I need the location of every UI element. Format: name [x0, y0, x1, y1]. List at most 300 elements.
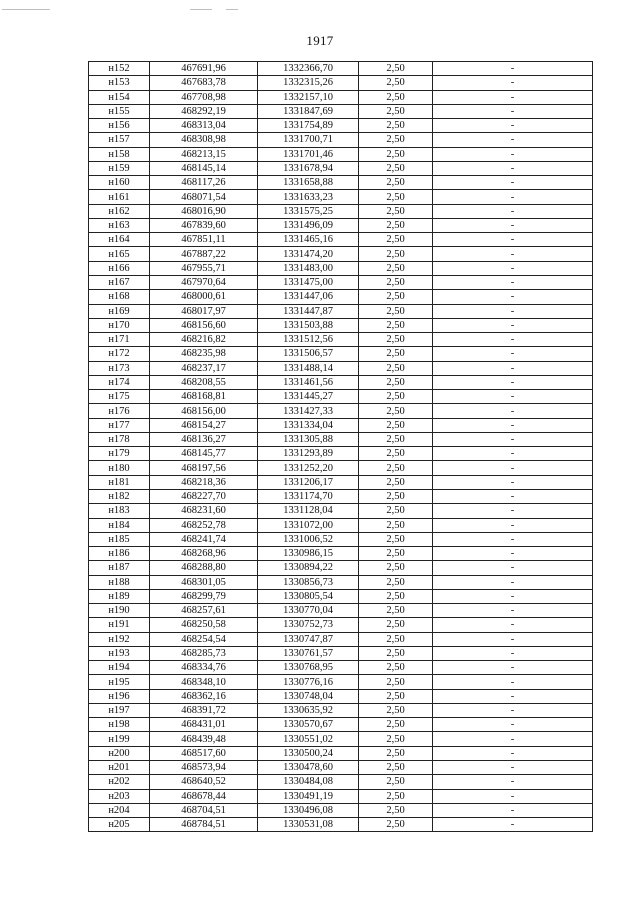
x-coordinate-cell: 467851,11 — [150, 233, 258, 247]
accuracy-cell: 2,50 — [359, 119, 433, 133]
y-coordinate-cell: 1331427,33 — [258, 404, 359, 418]
accuracy-cell: 2,50 — [359, 261, 433, 275]
x-coordinate-cell: 468362,16 — [150, 689, 258, 703]
accuracy-cell: 2,50 — [359, 532, 433, 546]
y-coordinate-cell: 1330805,54 — [258, 589, 359, 603]
y-coordinate-cell: 1331700,71 — [258, 133, 359, 147]
description-cell: - — [433, 147, 593, 161]
table-row — [89, 746, 593, 760]
point-id-cell: н184 — [89, 518, 150, 532]
x-coordinate-cell: 468308,98 — [150, 133, 258, 147]
x-coordinate-cell: 468252,78 — [150, 518, 258, 532]
point-id-cell: н196 — [89, 689, 150, 703]
y-coordinate-cell: 1331174,70 — [258, 489, 359, 503]
description-cell: - — [433, 532, 593, 546]
x-coordinate-cell: 468292,19 — [150, 104, 258, 118]
y-coordinate-cell: 1330491,19 — [258, 789, 359, 803]
x-coordinate-cell: 468254,54 — [150, 632, 258, 646]
x-coordinate-cell: 468117,26 — [150, 176, 258, 190]
table-row — [89, 62, 593, 76]
y-coordinate-cell: 1331483,00 — [258, 261, 359, 275]
point-id-cell: н187 — [89, 561, 150, 575]
description-cell: - — [433, 361, 593, 375]
point-id-cell: н164 — [89, 233, 150, 247]
point-id-cell: н204 — [89, 803, 150, 817]
y-coordinate-cell: 1331006,52 — [258, 532, 359, 546]
y-coordinate-cell: 1331445,27 — [258, 390, 359, 404]
point-id-cell: н183 — [89, 504, 150, 518]
y-coordinate-cell: 1330770,04 — [258, 604, 359, 618]
table-row — [89, 703, 593, 717]
x-coordinate-cell: 468213,15 — [150, 147, 258, 161]
x-coordinate-cell: 468348,10 — [150, 675, 258, 689]
description-cell: - — [433, 190, 593, 204]
point-id-cell: н198 — [89, 718, 150, 732]
y-coordinate-cell: 1330500,24 — [258, 746, 359, 760]
y-coordinate-cell: 1331512,56 — [258, 333, 359, 347]
y-coordinate-cell: 1330551,02 — [258, 732, 359, 746]
description-cell: - — [433, 775, 593, 789]
point-id-cell: н171 — [89, 333, 150, 347]
y-coordinate-cell: 1330776,16 — [258, 675, 359, 689]
accuracy-cell: 2,50 — [359, 761, 433, 775]
table-row — [89, 518, 593, 532]
description-cell: - — [433, 432, 593, 446]
table-row — [89, 375, 593, 389]
point-id-cell: н155 — [89, 104, 150, 118]
accuracy-cell: 2,50 — [359, 547, 433, 561]
point-id-cell: н161 — [89, 190, 150, 204]
table-row — [89, 432, 593, 446]
accuracy-cell: 2,50 — [359, 703, 433, 717]
accuracy-cell: 2,50 — [359, 404, 433, 418]
description-cell: - — [433, 447, 593, 461]
y-coordinate-cell: 1331128,04 — [258, 504, 359, 518]
table-row — [89, 133, 593, 147]
description-cell: - — [433, 133, 593, 147]
point-id-cell: н159 — [89, 161, 150, 175]
table-row — [89, 532, 593, 546]
table-row — [89, 333, 593, 347]
description-cell: - — [433, 718, 593, 732]
y-coordinate-cell: 1331465,16 — [258, 233, 359, 247]
accuracy-cell: 2,50 — [359, 190, 433, 204]
table-row — [89, 589, 593, 603]
table-row — [89, 632, 593, 646]
table-row — [89, 390, 593, 404]
point-id-cell: н157 — [89, 133, 150, 147]
point-id-cell: н175 — [89, 390, 150, 404]
y-coordinate-cell: 1330478,60 — [258, 761, 359, 775]
point-id-cell: н156 — [89, 119, 150, 133]
y-coordinate-cell: 1330752,73 — [258, 618, 359, 632]
point-id-cell: н197 — [89, 703, 150, 717]
table-row — [89, 147, 593, 161]
table-row — [89, 489, 593, 503]
x-coordinate-cell: 468301,05 — [150, 575, 258, 589]
x-coordinate-cell: 467839,60 — [150, 218, 258, 232]
y-coordinate-cell: 1331305,88 — [258, 432, 359, 446]
point-id-cell: н188 — [89, 575, 150, 589]
accuracy-cell: 2,50 — [359, 333, 433, 347]
table-row — [89, 290, 593, 304]
point-id-cell: н166 — [89, 261, 150, 275]
y-coordinate-cell: 1330856,73 — [258, 575, 359, 589]
accuracy-cell: 2,50 — [359, 675, 433, 689]
x-coordinate-cell: 468216,82 — [150, 333, 258, 347]
y-coordinate-cell: 1330748,04 — [258, 689, 359, 703]
accuracy-cell: 2,50 — [359, 90, 433, 104]
x-coordinate-cell: 468678,44 — [150, 789, 258, 803]
accuracy-cell: 2,50 — [359, 504, 433, 518]
x-coordinate-cell: 468156,00 — [150, 404, 258, 418]
x-coordinate-cell: 468235,98 — [150, 347, 258, 361]
accuracy-cell: 2,50 — [359, 775, 433, 789]
x-coordinate-cell: 468250,58 — [150, 618, 258, 632]
point-id-cell: н152 — [89, 62, 150, 76]
description-cell: - — [433, 504, 593, 518]
description-cell: - — [433, 589, 593, 603]
accuracy-cell: 2,50 — [359, 62, 433, 76]
table-row — [89, 675, 593, 689]
y-coordinate-cell: 1331847,69 — [258, 104, 359, 118]
description-cell: - — [433, 347, 593, 361]
x-coordinate-cell: 468268,96 — [150, 547, 258, 561]
accuracy-cell: 2,50 — [359, 518, 433, 532]
table-row — [89, 90, 593, 104]
scan-mark — [226, 9, 238, 10]
table-row — [89, 233, 593, 247]
accuracy-cell: 2,50 — [359, 489, 433, 503]
y-coordinate-cell: 1332366,70 — [258, 62, 359, 76]
x-coordinate-cell: 467887,22 — [150, 247, 258, 261]
x-coordinate-cell: 468000,61 — [150, 290, 258, 304]
point-id-cell: н190 — [89, 604, 150, 618]
accuracy-cell: 2,50 — [359, 632, 433, 646]
y-coordinate-cell: 1331488,14 — [258, 361, 359, 375]
description-cell: - — [433, 561, 593, 575]
accuracy-cell: 2,50 — [359, 661, 433, 675]
table-row — [89, 304, 593, 318]
table-row — [89, 418, 593, 432]
table-row — [89, 689, 593, 703]
table-row — [89, 718, 593, 732]
y-coordinate-cell: 1330496,08 — [258, 803, 359, 817]
point-id-cell: н154 — [89, 90, 150, 104]
description-cell: - — [433, 390, 593, 404]
description-cell: - — [433, 119, 593, 133]
description-cell: - — [433, 233, 593, 247]
description-cell: - — [433, 375, 593, 389]
point-id-cell: н177 — [89, 418, 150, 432]
table-row — [89, 475, 593, 489]
y-coordinate-cell: 1330761,57 — [258, 646, 359, 660]
accuracy-cell: 2,50 — [359, 104, 433, 118]
description-cell: - — [433, 732, 593, 746]
x-coordinate-cell: 468257,61 — [150, 604, 258, 618]
description-cell: - — [433, 646, 593, 660]
description-cell: - — [433, 318, 593, 332]
x-coordinate-cell: 468517,60 — [150, 746, 258, 760]
x-coordinate-cell: 468334,76 — [150, 661, 258, 675]
x-coordinate-cell: 468156,60 — [150, 318, 258, 332]
accuracy-cell: 2,50 — [359, 718, 433, 732]
table-row — [89, 347, 593, 361]
accuracy-cell: 2,50 — [359, 304, 433, 318]
y-coordinate-cell: 1331206,17 — [258, 475, 359, 489]
description-cell: - — [433, 104, 593, 118]
table-row — [89, 275, 593, 289]
description-cell: - — [433, 675, 593, 689]
description-cell: - — [433, 661, 593, 675]
accuracy-cell: 2,50 — [359, 275, 433, 289]
x-coordinate-cell: 467691,96 — [150, 62, 258, 76]
x-coordinate-cell: 468168,81 — [150, 390, 258, 404]
accuracy-cell: 2,50 — [359, 290, 433, 304]
x-coordinate-cell: 468218,36 — [150, 475, 258, 489]
point-id-cell: н162 — [89, 204, 150, 218]
accuracy-cell: 2,50 — [359, 803, 433, 817]
description-cell: - — [433, 161, 593, 175]
description-cell: - — [433, 404, 593, 418]
table-row — [89, 618, 593, 632]
description-cell: - — [433, 333, 593, 347]
point-id-cell: н173 — [89, 361, 150, 375]
y-coordinate-cell: 1330768,95 — [258, 661, 359, 675]
accuracy-cell: 2,50 — [359, 76, 433, 90]
x-coordinate-cell: 468154,27 — [150, 418, 258, 432]
description-cell: - — [433, 176, 593, 190]
coordinates-table — [88, 61, 592, 832]
x-coordinate-cell: 468439,48 — [150, 732, 258, 746]
point-id-cell: н189 — [89, 589, 150, 603]
x-coordinate-cell: 467970,64 — [150, 275, 258, 289]
y-coordinate-cell: 1331461,56 — [258, 375, 359, 389]
point-id-cell: н199 — [89, 732, 150, 746]
accuracy-cell: 2,50 — [359, 447, 433, 461]
description-cell: - — [433, 803, 593, 817]
scan-mark — [190, 9, 212, 10]
x-coordinate-cell: 468640,52 — [150, 775, 258, 789]
point-id-cell: н176 — [89, 404, 150, 418]
table-row — [89, 604, 593, 618]
point-id-cell: н202 — [89, 775, 150, 789]
point-id-cell: н200 — [89, 746, 150, 760]
point-id-cell: н182 — [89, 489, 150, 503]
accuracy-cell: 2,50 — [359, 176, 433, 190]
table-row — [89, 732, 593, 746]
description-cell: - — [433, 818, 593, 832]
point-id-cell: н169 — [89, 304, 150, 318]
table-row — [89, 547, 593, 561]
description-cell: - — [433, 604, 593, 618]
point-id-cell: н167 — [89, 275, 150, 289]
description-cell: - — [433, 632, 593, 646]
x-coordinate-cell: 468241,74 — [150, 532, 258, 546]
accuracy-cell: 2,50 — [359, 375, 433, 389]
y-coordinate-cell: 1330635,92 — [258, 703, 359, 717]
x-coordinate-cell: 468197,56 — [150, 461, 258, 475]
accuracy-cell: 2,50 — [359, 418, 433, 432]
table-row — [89, 404, 593, 418]
table-row — [89, 218, 593, 232]
accuracy-cell: 2,50 — [359, 618, 433, 632]
x-coordinate-cell: 468071,54 — [150, 190, 258, 204]
table-row — [89, 561, 593, 575]
accuracy-cell: 2,50 — [359, 646, 433, 660]
accuracy-cell: 2,50 — [359, 390, 433, 404]
x-coordinate-cell: 467683,78 — [150, 76, 258, 90]
y-coordinate-cell: 1331754,89 — [258, 119, 359, 133]
scan-mark — [2, 9, 50, 10]
point-id-cell: н193 — [89, 646, 150, 660]
x-coordinate-cell: 468431,01 — [150, 718, 258, 732]
accuracy-cell: 2,50 — [359, 732, 433, 746]
point-id-cell: н192 — [89, 632, 150, 646]
accuracy-cell: 2,50 — [359, 347, 433, 361]
page-number: 1917 — [306, 33, 334, 48]
description-cell: - — [433, 703, 593, 717]
y-coordinate-cell: 1331701,46 — [258, 147, 359, 161]
y-coordinate-cell: 1330986,15 — [258, 547, 359, 561]
description-cell: - — [433, 461, 593, 475]
description-cell: - — [433, 62, 593, 76]
x-coordinate-cell: 467955,71 — [150, 261, 258, 275]
point-id-cell: н203 — [89, 789, 150, 803]
table-row — [89, 504, 593, 518]
description-cell: - — [433, 261, 593, 275]
point-id-cell: н180 — [89, 461, 150, 475]
x-coordinate-cell: 468145,14 — [150, 161, 258, 175]
description-cell: - — [433, 789, 593, 803]
accuracy-cell: 2,50 — [359, 361, 433, 375]
point-id-cell: н185 — [89, 532, 150, 546]
accuracy-cell: 2,50 — [359, 318, 433, 332]
x-coordinate-cell: 468391,72 — [150, 703, 258, 717]
table-body — [89, 62, 593, 832]
point-id-cell: н194 — [89, 661, 150, 675]
accuracy-cell: 2,50 — [359, 746, 433, 760]
y-coordinate-cell: 1331293,89 — [258, 447, 359, 461]
y-coordinate-cell: 1330747,87 — [258, 632, 359, 646]
x-coordinate-cell: 468237,17 — [150, 361, 258, 375]
point-id-cell: н172 — [89, 347, 150, 361]
accuracy-cell: 2,50 — [359, 218, 433, 232]
y-coordinate-cell: 1331503,88 — [258, 318, 359, 332]
accuracy-cell: 2,50 — [359, 575, 433, 589]
table-row — [89, 447, 593, 461]
table-row — [89, 104, 593, 118]
description-cell: - — [433, 761, 593, 775]
x-coordinate-cell: 468136,27 — [150, 432, 258, 446]
y-coordinate-cell: 1331678,94 — [258, 161, 359, 175]
description-cell: - — [433, 518, 593, 532]
table-row — [89, 204, 593, 218]
x-coordinate-cell: 468231,60 — [150, 504, 258, 518]
x-coordinate-cell: 468784,51 — [150, 818, 258, 832]
x-coordinate-cell: 468573,94 — [150, 761, 258, 775]
y-coordinate-cell: 1331447,06 — [258, 290, 359, 304]
y-coordinate-cell: 1331658,88 — [258, 176, 359, 190]
accuracy-cell: 2,50 — [359, 147, 433, 161]
accuracy-cell: 2,50 — [359, 432, 433, 446]
table-row — [89, 176, 593, 190]
description-cell: - — [433, 218, 593, 232]
x-coordinate-cell: 468288,80 — [150, 561, 258, 575]
y-coordinate-cell: 1331072,00 — [258, 518, 359, 532]
accuracy-cell: 2,50 — [359, 247, 433, 261]
y-coordinate-cell: 1331506,57 — [258, 347, 359, 361]
accuracy-cell: 2,50 — [359, 589, 433, 603]
point-id-cell: н178 — [89, 432, 150, 446]
y-coordinate-cell: 1330484,08 — [258, 775, 359, 789]
table-row — [89, 661, 593, 675]
point-id-cell: н186 — [89, 547, 150, 561]
x-coordinate-cell: 468208,55 — [150, 375, 258, 389]
x-coordinate-cell: 468016,90 — [150, 204, 258, 218]
description-cell: - — [433, 475, 593, 489]
point-id-cell: н195 — [89, 675, 150, 689]
accuracy-cell: 2,50 — [359, 204, 433, 218]
description-cell: - — [433, 275, 593, 289]
accuracy-cell: 2,50 — [359, 561, 433, 575]
point-id-cell: н205 — [89, 818, 150, 832]
table-row — [89, 575, 593, 589]
point-id-cell: н153 — [89, 76, 150, 90]
y-coordinate-cell: 1330570,67 — [258, 718, 359, 732]
accuracy-cell: 2,50 — [359, 818, 433, 832]
y-coordinate-cell: 1331633,23 — [258, 190, 359, 204]
description-cell: - — [433, 547, 593, 561]
y-coordinate-cell: 1331447,87 — [258, 304, 359, 318]
accuracy-cell: 2,50 — [359, 689, 433, 703]
description-cell: - — [433, 489, 593, 503]
y-coordinate-cell: 1332157,10 — [258, 90, 359, 104]
table-row — [89, 761, 593, 775]
description-cell: - — [433, 204, 593, 218]
description-cell: - — [433, 304, 593, 318]
y-coordinate-cell: 1332315,26 — [258, 76, 359, 90]
description-cell: - — [433, 90, 593, 104]
table-row — [89, 190, 593, 204]
table-row — [89, 361, 593, 375]
table-row — [89, 76, 593, 90]
x-coordinate-cell: 468017,97 — [150, 304, 258, 318]
y-coordinate-cell: 1331496,09 — [258, 218, 359, 232]
table-row — [89, 803, 593, 817]
y-coordinate-cell: 1330531,08 — [258, 818, 359, 832]
x-coordinate-cell: 468285,73 — [150, 646, 258, 660]
y-coordinate-cell: 1331474,20 — [258, 247, 359, 261]
x-coordinate-cell: 468145,77 — [150, 447, 258, 461]
accuracy-cell: 2,50 — [359, 789, 433, 803]
table-row — [89, 775, 593, 789]
y-coordinate-cell: 1331252,20 — [258, 461, 359, 475]
table-row — [89, 261, 593, 275]
point-id-cell: н181 — [89, 475, 150, 489]
point-id-cell: н158 — [89, 147, 150, 161]
coordinates-table-grid — [88, 61, 593, 832]
x-coordinate-cell: 468227,70 — [150, 489, 258, 503]
description-cell: - — [433, 418, 593, 432]
accuracy-cell: 2,50 — [359, 161, 433, 175]
point-id-cell: н165 — [89, 247, 150, 261]
point-id-cell: н179 — [89, 447, 150, 461]
point-id-cell: н160 — [89, 176, 150, 190]
table-row — [89, 646, 593, 660]
accuracy-cell: 2,50 — [359, 604, 433, 618]
y-coordinate-cell: 1331334,04 — [258, 418, 359, 432]
